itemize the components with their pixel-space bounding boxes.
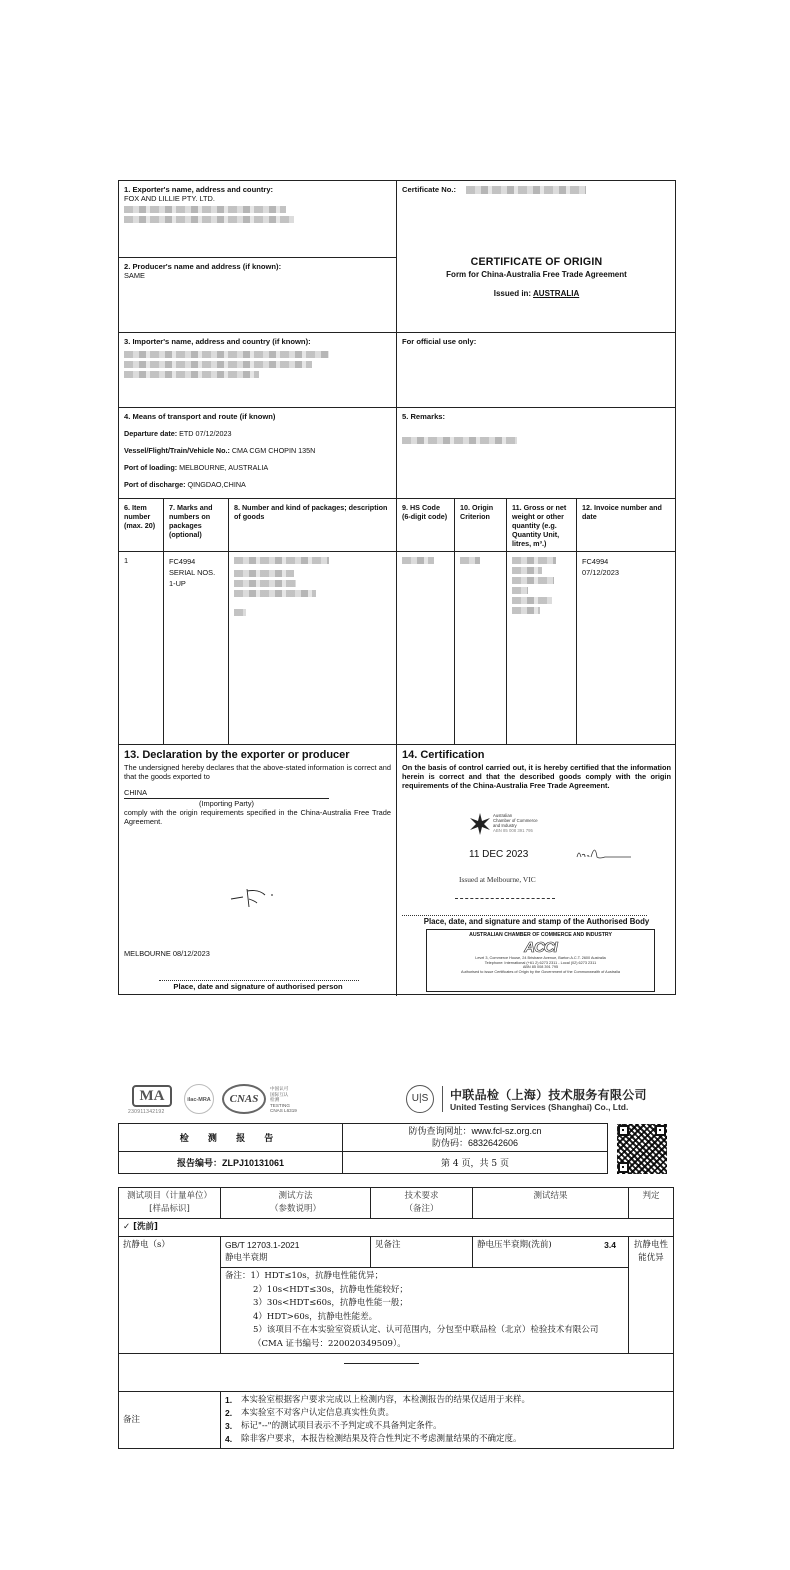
certificate-subtitle: Form for China-Australia Free Trade Agreement [446, 270, 627, 279]
remark-number: 3. [225, 1421, 233, 1431]
logo-divider [442, 1086, 443, 1112]
quantity-redacted [512, 607, 540, 614]
certificate-of-origin [118, 180, 676, 995]
certificate-no-redacted [466, 186, 586, 194]
certification-date: 11 DEC 2023 [469, 849, 529, 860]
certification-heading: 14. Certification [402, 749, 485, 761]
issued-in [402, 289, 671, 298]
cnas-text-line: 国际互认 [270, 1091, 289, 1097]
header-origin-criterion: 10. Origin Criterion [455, 499, 507, 552]
invoice-date: 07/12/2023 [582, 568, 619, 577]
note-item [225, 1270, 624, 1284]
declaration-heading: 13. Declaration by the exporter or producer [124, 749, 350, 761]
test-item: 抗静电（s） [119, 1237, 221, 1354]
header-marks: 7. Marks and numbers on packages (optional) [164, 499, 229, 552]
quantity-redacted [512, 567, 542, 574]
header-line: 测试项目（计量单位） [126, 1191, 212, 1201]
test-results-table [118, 1187, 674, 1449]
note-item: 2）10s<HDT≤30s，抗静电性能较好； [253, 1284, 408, 1295]
marks-line: FC4994 [169, 557, 196, 566]
certification-dotted-line [402, 915, 647, 916]
acci-authorised: Authorised to issue Certificates of Origin by the Government of the Commonwealth of Australia [461, 969, 620, 974]
remark-number: 1. [225, 1395, 233, 1405]
port-of-discharge-value: QINGDAO,CHINA [187, 480, 246, 489]
report-title: 检 测 报 告 [119, 1124, 343, 1152]
declaration-text: The undersigned hereby declares that the above-stated information is correct and that the goods exported to [124, 763, 391, 781]
importer-box [119, 333, 397, 408]
declaration-signature-line [159, 980, 359, 981]
description-redacted [234, 557, 329, 564]
port-of-discharge-label: Port of discharge: [124, 480, 186, 489]
port-of-loading-value: MELBOURNE, AUSTRALIA [179, 463, 269, 472]
group-row [119, 1219, 674, 1237]
certification-issued-at: Issued at Melbourne, VIC [459, 875, 536, 884]
results-header-row [119, 1188, 674, 1219]
acci-phone: Telephone: International (+61 2) 6273 2311 - Local (02) 6273 2311 [484, 960, 597, 965]
cnas-text-line: 中国认可 [270, 1086, 289, 1091]
acci-abn: ABN 85 008 391 795 [522, 965, 559, 970]
stamp-org-line: Australian [493, 813, 513, 819]
description-redacted [234, 580, 296, 587]
importing-party-label: (Importing Party) [198, 799, 255, 808]
page-indicator: 第 4 页，共 5 页 [343, 1152, 608, 1174]
port-of-discharge [124, 480, 391, 489]
remarks-label: 备注 [119, 1392, 221, 1449]
goods-origin-criterion [455, 552, 507, 745]
header-line: （备注） [404, 1204, 439, 1214]
report-number-label: 报告编号： [176, 1158, 222, 1168]
importer-label: 3. Importer's name, address and country (if known): [124, 337, 311, 346]
remark-number: 4. [225, 1434, 233, 1444]
acci-address: Level 3, Commerce House, 24 Brisbane Avenue, Barton A.C.T. 2600 Australia [475, 956, 606, 960]
certification-text: On the basis of control carried out, it is hereby certified that the information herein is correct and that the described goods comply with the origin requirements of the China-Australia Free Trade Agreement. [402, 763, 671, 790]
certifier-signature [575, 845, 633, 861]
test-judgment: 抗静电性能优异 [629, 1237, 674, 1354]
official-use-box [397, 333, 676, 408]
port-of-loading [124, 463, 391, 472]
header-description: 8. Number and kind of packages; description of goods [229, 499, 397, 552]
acci-title: AUSTRALIAN CHAMBER OF COMMERCE AND INDUSTRY [469, 932, 612, 938]
anti-fake-url-label: 防伪查询网址： [408, 1126, 472, 1137]
notes-list [225, 1270, 624, 1351]
remark-item [225, 1407, 669, 1420]
importer-redacted [124, 351, 329, 358]
note-item: 4）HDT>60s，抗静电性能差。 [253, 1311, 378, 1322]
remark-text: 本实验室根据客户要求完成以上检测内容，本检测报告的结果仅适用于来样。 [241, 1395, 531, 1405]
test-requirement: 见备注 [371, 1237, 473, 1268]
issued-in-value: AUSTRALIA [533, 289, 580, 298]
test-method-standard: GB/T 12703.1-2021 [225, 1240, 300, 1250]
notes-prefix: 备注： [225, 1271, 251, 1281]
exporter-signature [229, 885, 279, 909]
cnas-text-line: 检测 [270, 1097, 280, 1102]
empty-cell [119, 1354, 674, 1392]
remark-text: 本实验室不对客户认定信息真实性负责。 [241, 1408, 395, 1418]
vessel-value: CMA CGM CHOPIN 135N [231, 446, 316, 455]
declaration-footer: Place, date and signature of authorised person [173, 982, 343, 991]
table-row [119, 1237, 674, 1268]
producer-label: 2. Producer's name and address (if known): [124, 262, 282, 271]
exporter-label: 1. Exporter's name, address and country: [124, 185, 274, 194]
note-text: 1）HDT≤10s，抗静电性能优异； [250, 1271, 384, 1281]
description-redacted [234, 590, 316, 597]
header-line: 测试方法 [278, 1191, 313, 1201]
qr-finder-pattern [618, 1162, 629, 1173]
hs-code-redacted [402, 557, 434, 564]
certification-footer: Place, date, and signature and stamp of the Authorised Body [423, 917, 650, 926]
remarks-box [397, 408, 676, 499]
description-redacted [234, 609, 246, 616]
certificate-title-box [397, 181, 676, 333]
header-judgment [629, 1188, 674, 1219]
certificate-no-label: Certificate No.: [402, 185, 457, 194]
marks-line: SERIAL NOS. [169, 568, 216, 577]
ilac-mra-logo: ilac-MRA [184, 1084, 214, 1114]
departure-date-label: Departure date: [124, 429, 178, 438]
uts-logo: U|S [406, 1085, 434, 1113]
producer-box [119, 258, 397, 333]
exporter-address-redacted [124, 216, 294, 223]
declaration-box [119, 745, 397, 996]
qr-code[interactable] [616, 1123, 668, 1175]
goods-description [229, 552, 397, 745]
anti-fake-code-row [343, 1138, 607, 1150]
remark-text: 标记"--"的测试项目表示不予判定或不具备判定条件。 [241, 1421, 442, 1431]
header-hs-code: 9. HS Code (6-digit code) [397, 499, 455, 552]
transport-box [119, 408, 397, 499]
official-use-label: For official use only: [402, 337, 477, 346]
test-result [473, 1237, 629, 1268]
remark-item [225, 1433, 669, 1446]
star-icon [469, 813, 491, 835]
origin-criterion-redacted [460, 557, 480, 564]
header-line: （参数说明） [269, 1204, 321, 1214]
header-test-item [119, 1188, 221, 1219]
header-line: [样品标识] [149, 1204, 190, 1214]
stamp-org-line: ABN 85 008 391 795 [493, 827, 533, 833]
certificate-title: CERTIFICATE OF ORIGIN [470, 256, 603, 268]
test-method-parameter: 静电半衰期 [225, 1253, 268, 1263]
departure-date [124, 429, 391, 438]
header-quantity: 11. Gross or net weight or other quantity (e.g. Quantity Unit, litres, m³.) [507, 499, 577, 552]
remarks-content [221, 1392, 674, 1449]
acci-box [426, 929, 655, 992]
importer-redacted [124, 371, 259, 378]
anti-fake-url[interactable]: www.fcl-sz.org.cn [471, 1125, 542, 1136]
certification-box [397, 745, 676, 996]
report-logo-bar [118, 1080, 673, 1122]
stamp-org-line: Chamber of Commerce [493, 818, 538, 824]
header-line: 测试结果 [533, 1191, 568, 1201]
exporter-address-redacted [124, 206, 286, 213]
goods-invoice [577, 552, 676, 745]
test-result-label: 静电压半衰期(洗前) [477, 1240, 552, 1250]
vessel-label: Vessel/Flight/Train/Vehicle No.: [124, 446, 230, 455]
remarks-list [225, 1394, 669, 1446]
quantity-redacted [512, 587, 528, 594]
company-name-en: United Testing Services (Shanghai) Co., Ltd. [450, 1102, 629, 1112]
header-line: 技术要求 [404, 1191, 439, 1201]
importer-redacted [124, 361, 312, 368]
goods-hs-code [397, 552, 455, 745]
cnas-text [270, 1086, 297, 1114]
issued-in-label: Issued in: [493, 289, 532, 298]
cma-logo: MA [132, 1085, 172, 1107]
header-requirement [371, 1188, 473, 1219]
declaration-country: CHINA [124, 788, 329, 799]
test-result-value: 3.4 [604, 1240, 616, 1250]
invoice-number: FC4994 [582, 557, 609, 566]
remark-item [225, 1394, 669, 1407]
goods-quantity [507, 552, 577, 745]
goods-marks [164, 552, 229, 745]
remark-text: 除非客户要求，本报告检测结果及符合性判定不考虑测量结果的不确定度。 [241, 1434, 522, 1444]
certification-signature-line [455, 898, 555, 899]
cma-number: 230911342192 [128, 1109, 165, 1115]
remarks-redacted [402, 437, 517, 444]
stamp-org-line: and Industry [493, 823, 517, 828]
vessel [124, 446, 391, 455]
declaration-place-date: MELBOURNE 08/12/2023 [124, 949, 210, 958]
report-header-table [118, 1123, 608, 1174]
test-notes [221, 1268, 629, 1354]
test-method [221, 1237, 371, 1268]
quantity-redacted [512, 557, 556, 564]
exporter-name: FOX AND LILLIE PTY. LTD. [124, 194, 215, 203]
departure-date-value: ETD 07/12/2023 [179, 429, 232, 438]
header-invoice: 12. Invoice number and date [577, 499, 676, 552]
note-item: 3）30s<HDT≤60s，抗静电性能一般； [253, 1298, 408, 1308]
remark-item [225, 1420, 669, 1433]
header-test-method [221, 1188, 371, 1219]
remark-number: 2. [225, 1408, 233, 1418]
description-redacted [234, 570, 294, 577]
company-name-cn: 中联品检（上海）技术服务有限公司 [450, 1088, 647, 1102]
remarks-row [119, 1392, 674, 1449]
stamp-org-text [493, 814, 538, 833]
report-number-value: ZLPJ10131061 [221, 1158, 285, 1168]
remarks-label: 5. Remarks: [402, 412, 446, 421]
quantity-redacted [512, 597, 552, 604]
qr-finder-pattern [655, 1125, 666, 1136]
empty-row [119, 1354, 674, 1392]
anti-fake-code-label: 防伪码： [431, 1138, 468, 1149]
anti-fake-code: 6832642606 [467, 1137, 519, 1148]
cnas-logo: CNAS [222, 1084, 266, 1114]
acci-logo: ACCI [524, 939, 557, 956]
cnas-text-line: CNAS L6319 [270, 1108, 297, 1113]
marks-line: 1-UP [169, 579, 186, 588]
group-label: ✓ [洗前] [119, 1219, 674, 1237]
exporter-box [119, 181, 397, 258]
port-of-loading-label: Port of loading: [124, 463, 178, 472]
qr-finder-pattern [618, 1125, 629, 1136]
goods-item-number: 1 [119, 552, 164, 745]
cnas-text-line: TESTING [270, 1102, 290, 1108]
quantity-redacted [512, 577, 554, 584]
declaration-compliance-text: comply with the origin requirements specified in the China-Australia Free Trade Agreement. [124, 808, 391, 826]
acci-stamp [469, 813, 538, 835]
report-number [119, 1152, 343, 1174]
anti-fake-url-row [343, 1126, 607, 1138]
producer-value: SAME [124, 271, 145, 280]
anti-fake-info [343, 1124, 608, 1152]
header-item-number: 6. Item number (max. 20) [119, 499, 164, 552]
note-item: 5）该项目不在本实验室资质认定、认可范围内，分包至中联品检（北京）检验技术有限公司（CMA 证书编号：220020349509）。 [253, 1325, 599, 1349]
header-line: 判定 [642, 1191, 660, 1201]
end-line [344, 1363, 419, 1364]
header-result [473, 1188, 629, 1219]
transport-label: 4. Means of transport and route (if known) [124, 412, 276, 421]
